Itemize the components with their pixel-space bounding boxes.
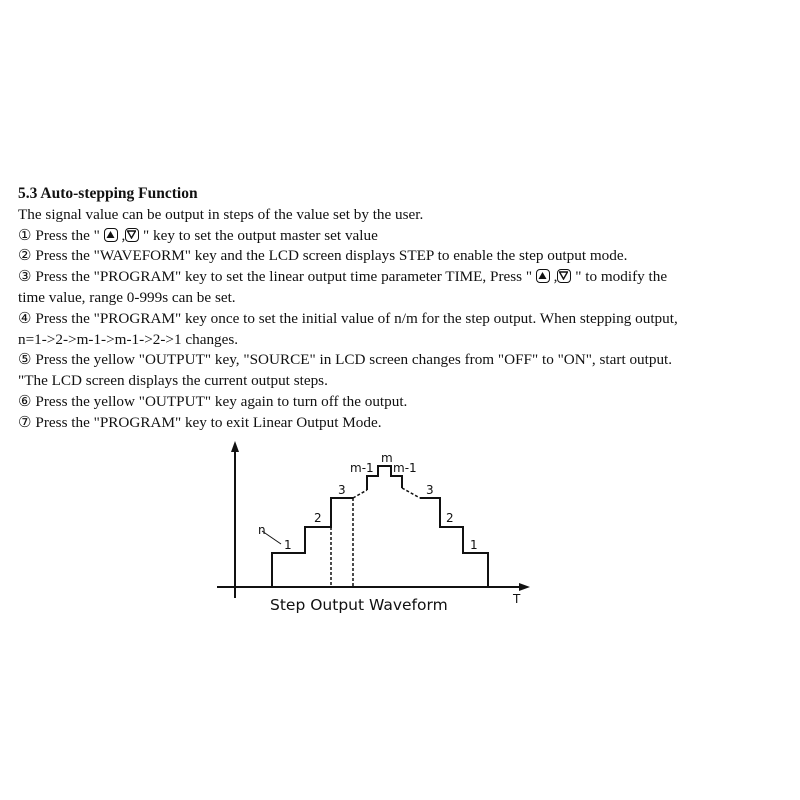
sep: , xyxy=(121,226,126,244)
x-axis-label: T xyxy=(513,592,521,606)
step-text: Press the "PROGRAM" key to exit Linear Output Mode. xyxy=(35,413,382,431)
label-step: m xyxy=(381,451,393,465)
y-axis-arrow-icon xyxy=(231,441,239,452)
step-text: Press the "WAVEFORM" key and the LCD screen displays STEP to enable the step output mode. xyxy=(35,247,628,265)
step-number: ① xyxy=(18,226,32,244)
label-step: 2 xyxy=(314,511,322,525)
step-text: " key to set the output master set value xyxy=(143,226,378,244)
step-text: " to modify the xyxy=(575,268,668,286)
label-n: n xyxy=(258,523,266,537)
dashed-lines xyxy=(331,488,420,587)
x-axis-arrow-icon xyxy=(519,583,530,591)
step-number: ④ xyxy=(18,309,32,327)
label-step: m-1 xyxy=(350,461,374,475)
step-5-cont: "The LCD screen displays the current output steps. xyxy=(18,372,328,390)
step-number: ③ xyxy=(18,268,32,286)
step-number: ② xyxy=(18,247,32,265)
label-step: 1 xyxy=(470,538,478,552)
step-number: ⑥ xyxy=(18,392,32,410)
label-step: 3 xyxy=(426,483,434,497)
step-number: ⑤ xyxy=(18,351,32,369)
step-number: ⑦ xyxy=(18,413,32,431)
sep: , xyxy=(553,268,558,286)
step-text: Press the yellow "OUTPUT" key, "SOURCE" in LCD screen changes from "OFF" to "ON", start output. xyxy=(35,351,673,369)
intro: The signal value can be output in steps of the value set by the user. xyxy=(18,205,424,223)
step-3-cont: time value, range 0-999s can be set. xyxy=(18,288,236,306)
step-text: Press the " xyxy=(35,226,100,244)
label-step: m-1 xyxy=(393,461,417,475)
section-title: 5.3 Auto-stepping Function xyxy=(18,185,198,202)
step-4-cont: n=1->2->m-1->m-1->2->1 changes. xyxy=(18,330,239,348)
step-text: Press the yellow "OUTPUT" key again to turn off the output. xyxy=(35,392,408,410)
label-step: 3 xyxy=(338,483,346,497)
waveform-line-right xyxy=(420,498,488,587)
label-step: 1 xyxy=(284,538,292,552)
figure-caption: Step Output Waveform xyxy=(270,596,448,614)
label-step: 2 xyxy=(446,511,454,525)
step-text: Press the "PROGRAM" key once to set the initial value of n/m for the step output. When stepping output, xyxy=(35,309,678,327)
step-text: Press the "PROGRAM" key to set the linear output time parameter TIME, Press " xyxy=(35,268,533,286)
